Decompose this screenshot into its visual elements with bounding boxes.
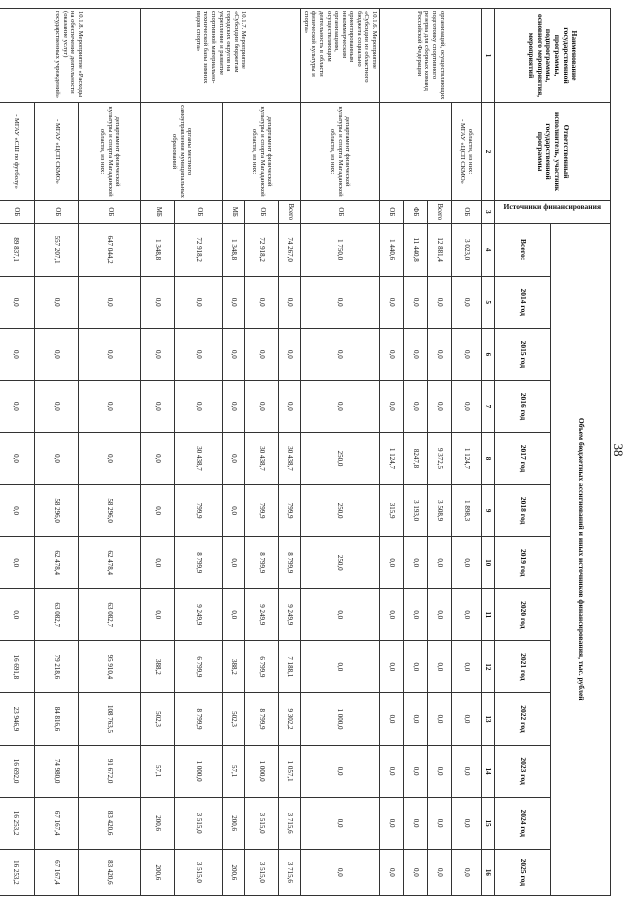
executor-cell [301,103,380,201]
source-cell: Всего [428,201,452,223]
year-value-cell: 0,0 [79,328,141,380]
year-value-cell: 0,0 [452,380,482,432]
year-value-cell: 1 000,0 [301,693,380,745]
year-value-cell: 0,0 [223,432,245,484]
year-value-cell: 0,0 [428,641,452,693]
year-value-cell: 62 478,4 [35,537,79,589]
year-value-cell: 79 218,6 [35,641,79,693]
executor-text: - МГАУ «ЦСП СКМО» [53,119,61,184]
header-year-5: 2019 год [495,537,551,589]
year-value-cell: 30 438,7 [245,432,279,484]
year-value-cell: 0,0 [428,745,452,797]
source-cell: МБ [141,201,175,223]
col-number-10: 11 [482,589,495,641]
year-value-cell: 9 249,9 [175,589,223,641]
year-value-cell: 0,0 [404,797,428,849]
col-number-2: 3 [482,201,495,223]
year-value-cell: 30 438,7 [279,432,301,484]
year-value-cell: 0,0 [175,328,223,380]
year-value-cell: 799,9 [175,485,223,537]
total-cell: 72 918,2 [175,223,223,276]
header-src-label: Источники финансирования [503,202,602,212]
year-value-cell: 16 691,8 [0,641,35,693]
total-cell: 1 440,6 [380,223,404,276]
header-year-10: 2024 год [495,797,551,849]
year-value-cell: 0,0 [452,745,482,797]
year-value-cell: 0,0 [428,537,452,589]
year-value-cell: 0,0 [141,589,175,641]
year-value-cell: 0,0 [301,797,380,849]
year-value-cell: 0,0 [380,589,404,641]
year-value-cell: 0,0 [301,276,380,328]
header-exec-col: Ответственный исполнитель, участник государственной программы [495,103,611,201]
year-value-cell: 0,0 [223,328,245,380]
year-value-cell: 8 799,9 [245,693,279,745]
year-value-cell: 84 816,6 [35,693,79,745]
year-value-cell: 0,0 [79,276,141,328]
year-value-cell: 95 910,4 [79,641,141,693]
year-value-cell: 63 082,7 [79,589,141,641]
year-value-cell: 0,0 [380,328,404,380]
year-value-cell: 74 980,0 [35,745,79,797]
total-cell: 11 440,8 [404,223,428,276]
source-cell: Всего [279,201,301,223]
year-value-cell: 0,0 [452,328,482,380]
header-year-2: 2016 год [495,380,551,432]
year-value-cell: 91 672,0 [79,745,141,797]
year-value-cell: 8 799,9 [175,537,223,589]
year-value-cell: 0,0 [0,380,35,432]
year-value-cell: 108 763,5 [79,693,141,745]
col-number-15: 16 [482,849,495,895]
col-number-9: 10 [482,537,495,589]
executor-text: - МГАУ «СШ по футболу» [12,114,20,189]
year-value-cell: 0,0 [301,641,380,693]
header-year-8: 2022 год [495,693,551,745]
year-value-cell: 3 515,0 [175,849,223,895]
year-value-cell: 0,0 [452,276,482,328]
header-year-0: 2014 год [495,276,551,328]
executor-cell [141,103,223,201]
year-value-cell: 58 296,0 [79,485,141,537]
year-value-cell: 6 799,9 [175,641,223,693]
executor-subtext: областн, из них: [467,128,475,175]
year-value-cell: 67 167,4 [35,797,79,849]
year-value-cell: 200,6 [141,797,175,849]
source-cell: ОБ [380,201,404,223]
total-cell: 647 044,2 [79,223,141,276]
year-value-cell: 0,0 [404,380,428,432]
table-row [452,9,482,896]
year-value-cell: 0,0 [380,745,404,797]
year-value-cell: 8247,8 [404,432,428,484]
year-value-cell: 0,0 [79,432,141,484]
total-cell: 1 348,8 [223,223,245,276]
col-number-5: 6 [482,328,495,380]
year-value-cell: 315,9 [380,485,404,537]
year-value-cell: 0,0 [175,276,223,328]
year-value-cell: 0,0 [404,276,428,328]
executor-text: департамент физической культуры и спорта Магаданской области, из них: [98,106,122,197]
total-cell: 557 207,1 [35,223,79,276]
year-value-cell: 0,0 [404,745,428,797]
year-value-cell: 83 420,6 [79,797,141,849]
year-value-cell: 0,0 [404,589,428,641]
year-value-cell: 1 000,0 [245,745,279,797]
year-value-cell: 0,0 [380,641,404,693]
source-cell: ОБ [245,201,279,223]
year-value-cell: 0,0 [404,641,428,693]
year-value-cell: 0,0 [428,797,452,849]
source-cell: ОБ [35,201,79,223]
table-row [79,9,141,896]
program-name-cell: 10.1.7. Мероприятие «Субсидии бюджетам городских округов на укрепление и развитие спортивной материально-технической базы зимних видов спорта» [141,9,301,103]
year-value-cell: 250,0 [301,432,380,484]
year-value-cell: 3 508,9 [428,485,452,537]
year-value-cell: 0,0 [452,537,482,589]
total-cell: 89 837,1 [0,223,35,276]
source-cell: ОБ [0,201,35,223]
year-value-cell: 83 420,6 [79,849,141,895]
col-number-14: 15 [482,797,495,849]
year-value-cell: 0,0 [141,380,175,432]
year-value-cell: 0,0 [404,328,428,380]
year-value-cell: 0,0 [245,276,279,328]
table-row [279,9,301,896]
year-value-cell: 0,0 [0,485,35,537]
header-year-6: 2020 год [495,589,551,641]
header-src-col [495,201,611,223]
year-value-cell: 0,0 [380,380,404,432]
year-value-cell: 3 515,0 [175,797,223,849]
year-value-cell: 9 249,9 [279,589,301,641]
year-value-cell: 0,0 [380,797,404,849]
year-value-cell: 0,0 [301,745,380,797]
year-value-cell: 9 372,5 [428,432,452,484]
year-value-cell: 200,6 [141,849,175,895]
year-value-cell: 0,0 [452,589,482,641]
total-cell: 74 267,0 [279,223,301,276]
year-value-cell: 8 799,9 [245,537,279,589]
year-value-cell: 57,1 [223,745,245,797]
source-cell: ФБ [404,201,428,223]
col-number-12: 13 [482,693,495,745]
program-name-cell: 10.1.6. Мероприятие «Субсидии из областного бюджета социально ориентированным некоммерческим организациям, осуществляющим деятельность в области физической культуры и спорта» [301,9,380,103]
year-value-cell: 0,0 [279,276,301,328]
year-value-cell: 0,0 [452,693,482,745]
year-value-cell: 502,3 [141,693,175,745]
year-value-cell: 0,0 [428,849,452,895]
year-value-cell: 799,9 [279,485,301,537]
year-value-cell: 1 898,3 [452,485,482,537]
table-row [175,9,223,896]
financing-table [0,8,611,896]
executor-cell [35,103,79,201]
header-total-col: Всего: [495,223,551,276]
year-value-cell: 0,0 [301,380,380,432]
year-value-cell: 0,0 [35,380,79,432]
year-value-cell: 1 000,0 [175,745,223,797]
year-value-cell: 250,0 [301,537,380,589]
year-value-cell: 0,0 [428,380,452,432]
rotated-page [0,2,619,907]
year-value-cell: 57,1 [141,745,175,797]
year-value-cell: 0,0 [35,276,79,328]
header-year-3: 2017 год [495,432,551,484]
year-value-cell: 0,0 [141,432,175,484]
year-value-cell: 250,0 [301,485,380,537]
year-value-cell: 16 692,0 [0,745,35,797]
executor-text: - МГАУ «ЦСП СКМО» [459,119,467,184]
table-row [35,9,79,896]
program-name-cell: 10.1.8. Мероприятие «Расходы на обеспечение деятельности (оказание услуг) государственных учреждений» [0,9,141,103]
col-number-11: 12 [482,641,495,693]
source-cell: ОБ [79,201,141,223]
col-number-7: 8 [482,432,495,484]
year-value-cell: 67 167,4 [35,849,79,895]
col-number-6: 7 [482,380,495,432]
year-value-cell: 0,0 [0,276,35,328]
year-value-cell: 16 253,2 [0,849,35,895]
year-value-cell: 0,0 [452,797,482,849]
col-number-13: 14 [482,745,495,797]
year-value-cell: 0,0 [452,641,482,693]
year-value-cell: 0,0 [0,537,35,589]
year-value-cell: 200,6 [223,849,245,895]
total-cell: 72 918,2 [245,223,279,276]
year-value-cell: 0,0 [404,693,428,745]
page-number: 38 [611,443,626,457]
year-value-cell: 7 188,1 [279,641,301,693]
col-number-8: 9 [482,485,495,537]
year-value-cell: 3 715,6 [279,797,301,849]
year-value-cell: 9 302,2 [279,693,301,745]
executor-cell [223,103,301,201]
year-value-cell: 0,0 [141,328,175,380]
year-value-cell: 63 082,7 [35,589,79,641]
year-value-cell: 388,2 [141,641,175,693]
total-cell: 1 348,8 [141,223,175,276]
year-value-cell: 62 478,4 [79,537,141,589]
year-value-cell: 0,0 [404,849,428,895]
header-year-7: 2021 год [495,641,551,693]
year-value-cell: 30 438,7 [175,432,223,484]
year-value-cell: 0,0 [380,849,404,895]
table-row [301,9,380,896]
year-value-cell: 1 057,1 [279,745,301,797]
year-value-cell: 0,0 [0,432,35,484]
year-value-cell: 0,0 [301,589,380,641]
year-value-cell: 0,0 [245,380,279,432]
year-value-cell: 0,0 [428,589,452,641]
year-value-cell: 8 799,9 [175,693,223,745]
year-value-cell: 0,0 [0,589,35,641]
year-value-cell: 0,0 [279,380,301,432]
program-name-cell: организаций, осуществляющих подготовку спортивного резерва для сборных команд Российской Федерации [380,9,482,103]
total-cell: 1 750,0 [301,223,380,276]
total-cell: 3 023,0 [452,223,482,276]
year-value-cell: 0,0 [0,328,35,380]
year-value-cell: 799,9 [245,485,279,537]
year-value-cell: 502,3 [223,693,245,745]
col-number-1: 2 [482,103,495,201]
year-value-cell: 0,0 [380,537,404,589]
executor-cell [0,103,35,201]
year-value-cell: 0,0 [223,380,245,432]
header-year-11: 2025 год [495,849,551,895]
year-value-cell: 6 799,9 [245,641,279,693]
table-row [428,9,452,896]
year-value-cell: 0,0 [452,849,482,895]
year-value-cell: 0,0 [428,328,452,380]
year-value-cell: 0,0 [175,380,223,432]
year-value-cell: 0,0 [404,537,428,589]
year-value-cell: 0,0 [245,328,279,380]
year-value-cell: 1 124,7 [452,432,482,484]
source-cell: ОБ [301,201,380,223]
year-value-cell: 58 296,0 [35,485,79,537]
year-value-cell: 3 715,6 [279,849,301,895]
executor-cell [452,103,482,201]
year-value-cell: 0,0 [141,485,175,537]
year-value-cell: 3 515,0 [245,849,279,895]
year-value-cell: 0,0 [35,328,79,380]
executor-text: департамент физической культуры и спорта Магаданской области, из них: [329,106,352,197]
year-value-cell: 8 799,9 [279,537,301,589]
source-cell: ОБ [175,201,223,223]
year-value-cell: 0,0 [141,537,175,589]
year-value-cell: 0,0 [79,380,141,432]
year-value-cell: 0,0 [223,485,245,537]
col-number-4: 5 [482,276,495,328]
year-value-cell: 0,0 [380,693,404,745]
year-value-cell: 0,0 [141,276,175,328]
year-value-cell: 0,0 [279,328,301,380]
header-volume-title: Объем бюджетных ассигнований и иных источников финансирования, тыс. рублей [551,223,611,895]
executor-cell [380,103,452,201]
year-value-cell: 200,6 [223,797,245,849]
header-name-col: Наименование государственной программы, подпрограммы, основного мероприятия, мероприятий [495,9,611,103]
year-value-cell: 1 124,7 [380,432,404,484]
year-value-cell: 23 946,9 [0,693,35,745]
year-value-cell: 9 249,9 [245,589,279,641]
header-year-9: 2023 год [495,745,551,797]
source-cell: МБ [223,201,245,223]
executor-cell [79,103,141,201]
executor-text: департамент физической культуры и спорта Магаданской области, из них: [250,106,274,197]
year-value-cell: 16 253,2 [0,797,35,849]
year-value-cell: 0,0 [301,328,380,380]
total-cell: 12 881,4 [428,223,452,276]
year-value-cell: 0,0 [223,589,245,641]
header-year-1: 2015 год [495,328,551,380]
table-row [0,9,35,896]
executor-text: органы местного самоуправления муниципальных образований [170,105,194,198]
source-cell: ОБ [452,201,482,223]
year-value-cell: 3 193,0 [404,485,428,537]
year-value-cell: 0,0 [428,693,452,745]
header-year-4: 2018 год [495,485,551,537]
year-value-cell: 0,0 [301,849,380,895]
year-value-cell: 0,0 [35,432,79,484]
year-value-cell: 0,0 [428,276,452,328]
year-value-cell: 0,0 [380,276,404,328]
col-number-0: 1 [482,9,495,103]
year-value-cell: 3 515,0 [245,797,279,849]
year-value-cell: 0,0 [223,276,245,328]
year-value-cell: 0,0 [223,537,245,589]
col-number-3: 4 [482,223,495,276]
year-value-cell: 388,2 [223,641,245,693]
